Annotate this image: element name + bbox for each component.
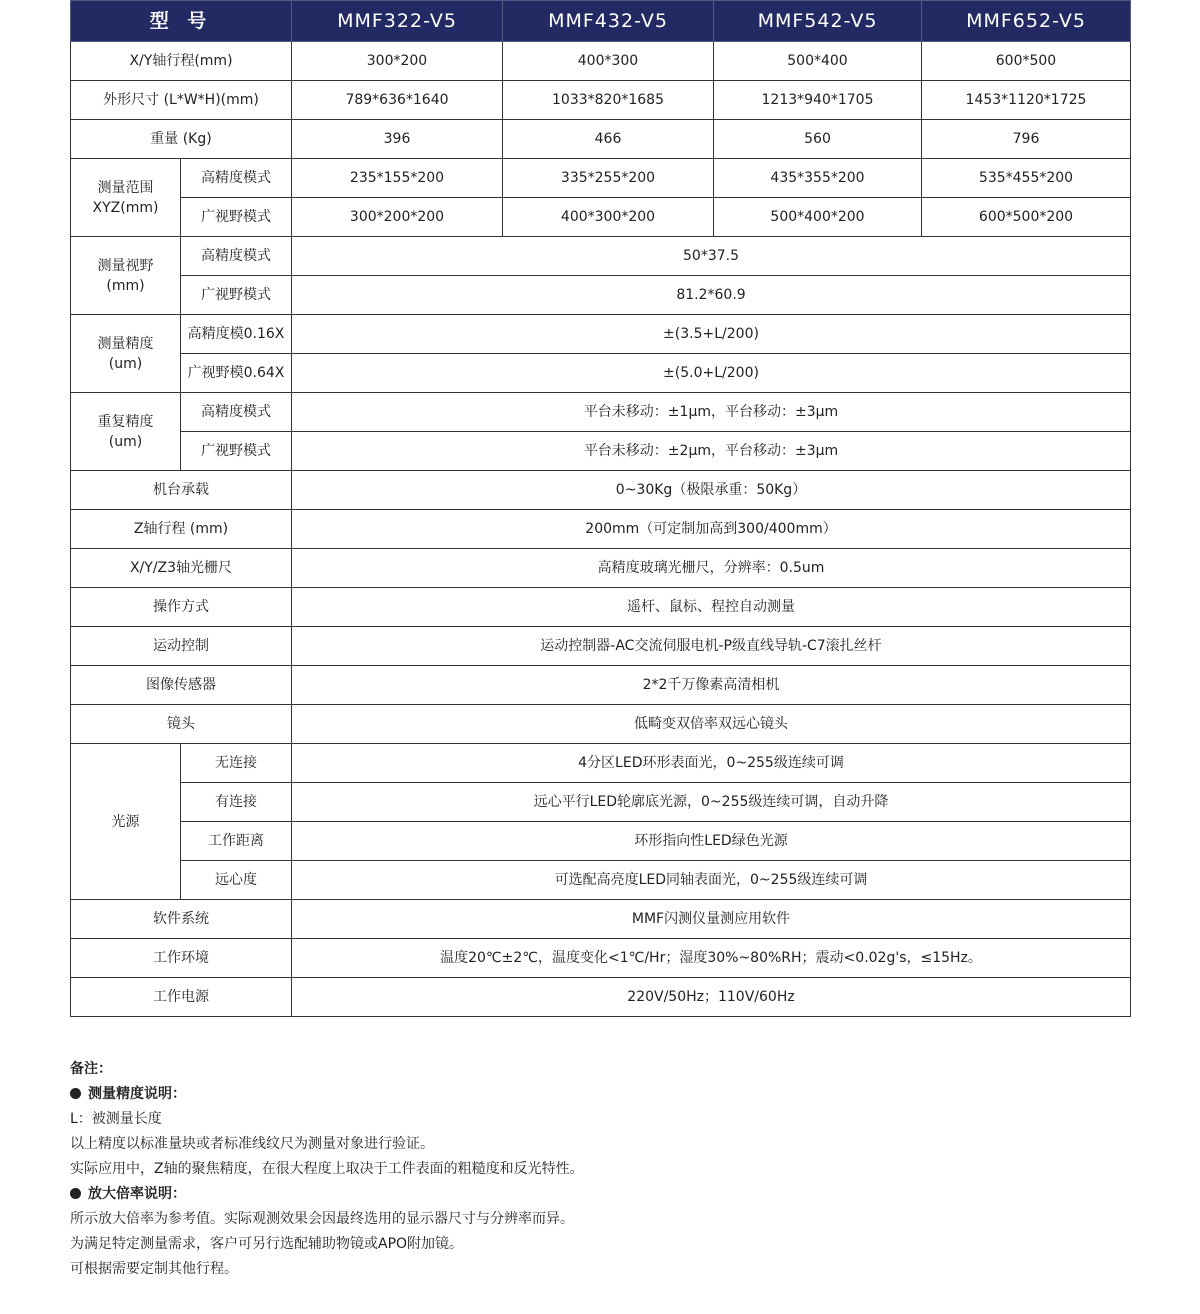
group-label bbox=[71, 393, 181, 471]
group-label-line1: 测量范围 bbox=[97, 179, 154, 196]
row-dimensions bbox=[71, 81, 1131, 120]
header-row bbox=[71, 1, 1131, 42]
row-power bbox=[71, 978, 1131, 1017]
row-z-travel bbox=[71, 510, 1131, 549]
cell-value: 200mm（可定制加高到300/400mm） bbox=[292, 510, 1131, 549]
notes-title: 备注： bbox=[70, 1061, 112, 1077]
model-header-label: 型 号 bbox=[71, 1, 292, 42]
cell-value: 600*500*200 bbox=[922, 198, 1131, 237]
cell-value: 335*255*200 bbox=[503, 159, 714, 198]
cell-value: 环形指向性LED绿色光源 bbox=[292, 822, 1131, 861]
row-light-1 bbox=[71, 744, 1131, 783]
cell-value: 560 bbox=[714, 120, 922, 159]
cell-value: 400*300 bbox=[503, 42, 714, 81]
sub-label: 广视野模式 bbox=[181, 432, 292, 471]
cell-value: 81.2*60.9 bbox=[292, 276, 1131, 315]
cell-value: 平台未移动：±2μm，平台移动：±3μm bbox=[292, 432, 1131, 471]
row-label: 镜头 bbox=[71, 705, 292, 744]
model-name: MMF652-V5 bbox=[922, 1, 1131, 42]
row-fov-wide bbox=[71, 276, 1131, 315]
sub-label: 广视野模式 bbox=[181, 276, 292, 315]
cell-value: ±(3.5+L/200) bbox=[292, 315, 1131, 354]
row-label: 工作电源 bbox=[71, 978, 292, 1017]
row-label: 重量 (Kg) bbox=[71, 120, 292, 159]
row-light-3 bbox=[71, 822, 1131, 861]
sub-label: 工作距离 bbox=[181, 822, 292, 861]
row-repeatability-wide bbox=[71, 432, 1131, 471]
row-label: 图像传感器 bbox=[71, 666, 292, 705]
row-scale bbox=[71, 549, 1131, 588]
cell-value: 1213*940*1705 bbox=[714, 81, 922, 120]
group-label bbox=[71, 237, 181, 315]
cell-value: 1453*1120*1725 bbox=[922, 81, 1131, 120]
group-label-line2: (um) bbox=[108, 433, 143, 450]
group-label-line2: (um) bbox=[108, 355, 143, 372]
row-xy-travel bbox=[71, 42, 1131, 81]
row-light-2 bbox=[71, 783, 1131, 822]
notes-section bbox=[70, 1057, 1130, 1282]
cell-value: 4分区LED环形表面光，0~255级连续可调 bbox=[292, 744, 1131, 783]
group-label bbox=[71, 315, 181, 393]
cell-value: 可选配高亮度LED同轴表面光，0~255级连续可调 bbox=[292, 861, 1131, 900]
sub-label: 有连接 bbox=[181, 783, 292, 822]
row-label: 运动控制 bbox=[71, 627, 292, 666]
cell-value: 400*300*200 bbox=[503, 198, 714, 237]
cell-value: 平台未移动：±1μm，平台移动：±3μm bbox=[292, 393, 1131, 432]
cell-value: 远心平行LED轮廓底光源，0~255级连续可调，自动升降 bbox=[292, 783, 1131, 822]
group-label bbox=[71, 159, 181, 237]
note-line: L：被测量长度 bbox=[70, 1111, 162, 1127]
group-label-line1: 测量视野 bbox=[97, 257, 154, 274]
cell-value: 500*400 bbox=[714, 42, 922, 81]
spec-table bbox=[70, 0, 1131, 1017]
bullet-icon bbox=[70, 1188, 81, 1199]
sub-label: 广视野模0.64X bbox=[181, 354, 292, 393]
sub-label: 广视野模式 bbox=[181, 198, 292, 237]
row-label: 外形尺寸 (L*W*H)(mm) bbox=[71, 81, 292, 120]
cell-value: 0~30Kg（极限承重：50Kg） bbox=[292, 471, 1131, 510]
row-label: X/Y轴行程(mm) bbox=[71, 42, 292, 81]
row-label: 工作环境 bbox=[71, 939, 292, 978]
cell-value: 796 bbox=[922, 120, 1131, 159]
sub-label: 高精度模式 bbox=[181, 159, 292, 198]
accuracy-note-heading-text: 测量精度说明： bbox=[88, 1086, 186, 1102]
cell-value: 300*200*200 bbox=[292, 198, 503, 237]
group-label-line1: 测量精度 bbox=[97, 335, 154, 352]
sub-label: 高精度模式 bbox=[181, 393, 292, 432]
cell-value: 300*200 bbox=[292, 42, 503, 81]
cell-value: ±(5.0+L/200) bbox=[292, 354, 1131, 393]
cell-value: 高精度玻璃光栅尺，分辨率：0.5um bbox=[292, 549, 1131, 588]
row-motion bbox=[71, 627, 1131, 666]
sub-label: 无连接 bbox=[181, 744, 292, 783]
row-sensor bbox=[71, 666, 1131, 705]
row-operation bbox=[71, 588, 1131, 627]
row-repeatability-high bbox=[71, 393, 1131, 432]
group-label-line2: XYZ(mm) bbox=[92, 199, 159, 216]
row-label: 机台承载 bbox=[71, 471, 292, 510]
row-label: Z轴行程 (mm) bbox=[71, 510, 292, 549]
row-fov-high bbox=[71, 237, 1131, 276]
cell-value: 235*155*200 bbox=[292, 159, 503, 198]
row-label: 操作方式 bbox=[71, 588, 292, 627]
row-software bbox=[71, 900, 1131, 939]
row-label: X/Y/Z3轴光栅尺 bbox=[71, 549, 292, 588]
note-line: 实际应用中，Z轴的聚焦精度，在很大程度上取决于工件表面的粗糙度和反光特性。 bbox=[70, 1161, 584, 1177]
row-light-4 bbox=[71, 861, 1131, 900]
note-line: 可根据需要定制其他行程。 bbox=[70, 1261, 238, 1277]
bullet-icon bbox=[70, 1088, 81, 1099]
cell-value: 535*455*200 bbox=[922, 159, 1131, 198]
magnification-note-heading bbox=[70, 1182, 1130, 1207]
cell-value: 1033*820*1685 bbox=[503, 81, 714, 120]
model-name: MMF542-V5 bbox=[714, 1, 922, 42]
sub-label: 高精度模0.16X bbox=[181, 315, 292, 354]
note-line: 所示放大倍率为参考值。实际观测效果会因最终选用的显示器尺寸与分辨率而异。 bbox=[70, 1211, 574, 1227]
model-name: MMF322-V5 bbox=[292, 1, 503, 42]
row-measure-range-high bbox=[71, 159, 1131, 198]
model-name: MMF432-V5 bbox=[503, 1, 714, 42]
row-weight bbox=[71, 120, 1131, 159]
row-measure-range-wide bbox=[71, 198, 1131, 237]
cell-value: 500*400*200 bbox=[714, 198, 922, 237]
cell-value: 466 bbox=[503, 120, 714, 159]
note-line: 以上精度以标准量块或者标准线纹尺为测量对象进行验证。 bbox=[70, 1136, 434, 1152]
cell-value: 396 bbox=[292, 120, 503, 159]
group-label-line2: (mm) bbox=[106, 277, 145, 294]
row-accuracy-high bbox=[71, 315, 1131, 354]
note-line: 为满足特定测量需求，客户可另行选配辅助物镜或APO附加镜。 bbox=[70, 1236, 464, 1252]
cell-value: 运动控制器-AC交流伺服电机-P级直线导轨-C7滚扎丝杆 bbox=[292, 627, 1131, 666]
row-accuracy-wide bbox=[71, 354, 1131, 393]
accuracy-note-heading bbox=[70, 1082, 1130, 1107]
row-load bbox=[71, 471, 1131, 510]
cell-value: 789*636*1640 bbox=[292, 81, 503, 120]
cell-value: 温度20℃±2℃，温度变化<1℃/Hr；湿度30%~80%RH；震动<0.02g's，≤15Hz。 bbox=[292, 939, 1131, 978]
cell-value: 220V/50Hz；110V/60Hz bbox=[292, 978, 1131, 1017]
cell-value: 435*355*200 bbox=[714, 159, 922, 198]
group-label: 光源 bbox=[71, 744, 181, 900]
group-label-line1: 重复精度 bbox=[97, 413, 154, 430]
sub-label: 远心度 bbox=[181, 861, 292, 900]
cell-value: 遥杆、鼠标、程控自动测量 bbox=[292, 588, 1131, 627]
cell-value: 低畸变双倍率双远心镜头 bbox=[292, 705, 1131, 744]
row-label: 软件系统 bbox=[71, 900, 292, 939]
cell-value: 50*37.5 bbox=[292, 237, 1131, 276]
cell-value: 2*2千万像素高清相机 bbox=[292, 666, 1131, 705]
sub-label: 高精度模式 bbox=[181, 237, 292, 276]
cell-value: MMF闪测仪量测应用软件 bbox=[292, 900, 1131, 939]
row-lens bbox=[71, 705, 1131, 744]
magnification-note-heading-text: 放大倍率说明： bbox=[88, 1186, 186, 1202]
row-environment bbox=[71, 939, 1131, 978]
cell-value: 600*500 bbox=[922, 42, 1131, 81]
